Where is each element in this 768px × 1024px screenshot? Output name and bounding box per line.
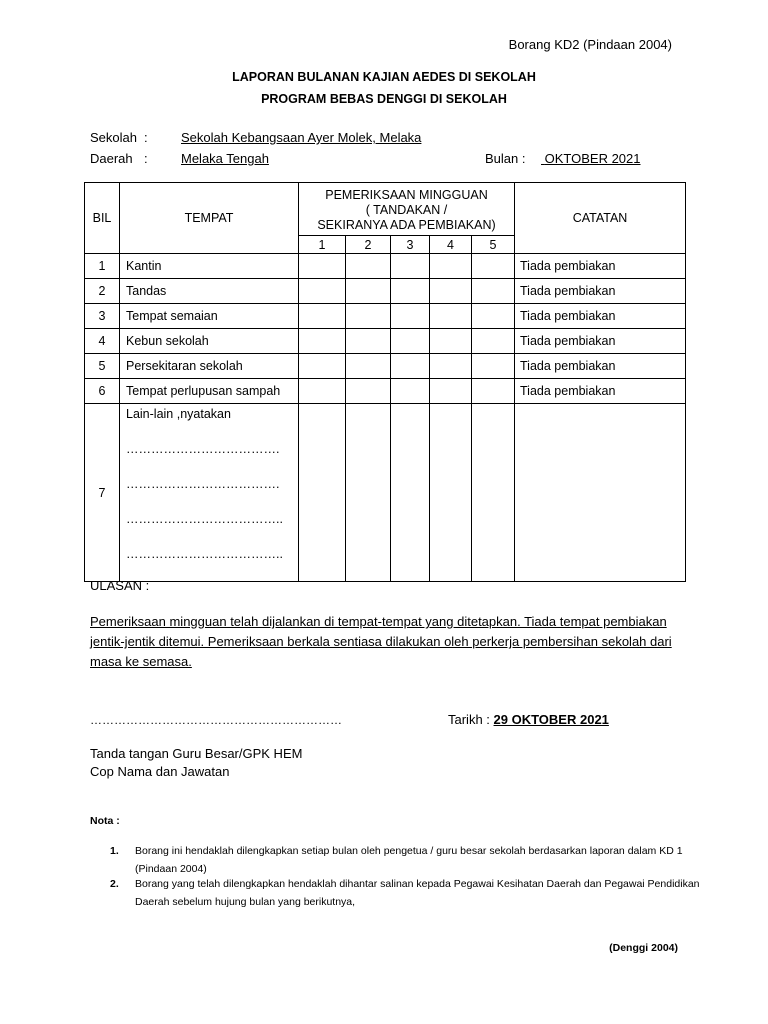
week-cell: [472, 379, 515, 404]
row-bil: 3: [85, 304, 120, 329]
week-5-header: 5: [472, 236, 515, 254]
week-cell: [346, 279, 391, 304]
nota-label: Nota :: [90, 815, 120, 827]
week-2-header: 2: [346, 236, 391, 254]
row-bil: 5: [85, 354, 120, 379]
row-catatan: [515, 404, 686, 582]
table-row: [85, 304, 686, 329]
week-cell: [391, 279, 430, 304]
nota-number: 2.: [110, 878, 119, 890]
report-title: LAPORAN BULANAN KAJIAN AEDES DI SEKOLAH: [232, 70, 536, 84]
week-cell: [346, 354, 391, 379]
week-3-header: 3: [391, 236, 430, 254]
dotted-line: ……………………………….: [126, 442, 280, 456]
bulan-value: [541, 151, 641, 166]
week-1-header: 1: [299, 236, 346, 254]
header-mingguan-line2: ( TANDAKAN /: [365, 202, 448, 217]
row-lain-lain: [120, 404, 299, 582]
dotted-line: ………………………………..: [126, 512, 283, 526]
footer-code: (Denggi 2004): [609, 942, 678, 954]
sekolah-colon: :: [144, 130, 148, 145]
row-tempat: Kantin: [120, 254, 299, 279]
row-catatan: Tiada pembiakan: [515, 279, 686, 304]
row-bil: 7: [85, 404, 120, 582]
program-title: PROGRAM BEBAS DENGGI DI SEKOLAH: [261, 92, 507, 106]
week-cell: [430, 304, 472, 329]
inspection-table: [84, 182, 686, 582]
dotted-line: ………………………………..: [126, 547, 283, 561]
week-cell: [299, 329, 346, 354]
row-bil: 4: [85, 329, 120, 354]
bulan-label: Bulan :: [485, 151, 526, 166]
nota-text: Borang yang telah dilengkapkan hendaklah dihantar salinan kepada Pegawai Kesihatan Daerah dan Pegawai Pendidikan Daerah sebelum hujung bulan yang berikutnya,: [135, 878, 700, 908]
header-catatan: CATATAN: [515, 183, 686, 254]
row-tempat: Tandas: [120, 279, 299, 304]
week-cell: [391, 379, 430, 404]
row-bil: 6: [85, 379, 120, 404]
row-catatan: Tiada pembiakan: [515, 354, 686, 379]
week-cell: [299, 404, 346, 582]
week-cell: [299, 354, 346, 379]
nota-number: 1.: [110, 845, 119, 857]
row-bil: 2: [85, 279, 120, 304]
week-cell: [472, 304, 515, 329]
week-cell: [430, 254, 472, 279]
week-cell: [299, 279, 346, 304]
week-cell: [430, 329, 472, 354]
week-cell: [472, 329, 515, 354]
week-cell: [430, 379, 472, 404]
dotted-line: ……………………………….: [126, 477, 280, 491]
ulasan-text: Pemeriksaan mingguan telah dijalankan di tempat-tempat yang ditetapkan. Tiada tempat pembiakan jentik-jentik ditemui. Pemeriksaan berkala sentiasa dilakukan oleh perkerja pembersihan sekolah dari masa ke semasa.: [90, 614, 672, 669]
week-cell: [430, 354, 472, 379]
week-cell: [391, 404, 430, 582]
nota-item: [110, 842, 700, 878]
week-cell: [299, 254, 346, 279]
header-mingguan-line3: SEKIRANYA ADA PEMBIAKAN): [317, 217, 496, 232]
table-row: [85, 404, 686, 582]
sekolah-label: Sekolah: [90, 130, 137, 145]
ulasan-label: ULASAN :: [90, 578, 150, 593]
table-row: [85, 354, 686, 379]
row-tempat: Tempat perlupusan sampah: [120, 379, 299, 404]
header-mingguan: [299, 183, 515, 236]
nota-text: Borang ini hendaklah dilengkapkan setiap bulan oleh pengetua / guru besar sekolah berdasarkan laporan dalam KD 1 (Pindaan 2004): [135, 845, 683, 875]
week-cell: [346, 404, 391, 582]
week-cell: [472, 279, 515, 304]
header-mingguan-line1: PEMERIKSAAN MINGGUAN: [325, 187, 488, 202]
week-cell: [472, 354, 515, 379]
week-cell: [472, 404, 515, 582]
week-cell: [430, 279, 472, 304]
week-cell: [299, 379, 346, 404]
table-row: [85, 279, 686, 304]
row-bil: 1: [85, 254, 120, 279]
header-bil: BIL: [85, 183, 120, 254]
signature-stamp: Cop Nama dan Jawatan: [90, 764, 230, 779]
week-cell: [346, 254, 391, 279]
tarikh-value: 29 OKTOBER 2021: [493, 712, 609, 727]
signature-title: Tanda tangan Guru Besar/GPK HEM: [90, 746, 303, 761]
lain-lain-label: Lain-lain ,nyatakan: [126, 407, 231, 421]
row-tempat: Tempat semaian: [120, 304, 299, 329]
week-cell: [391, 354, 430, 379]
nota-item: [110, 875, 700, 911]
daerah-value: Melaka Tengah: [181, 151, 269, 166]
daerah-colon: :: [144, 151, 148, 166]
row-catatan: Tiada pembiakan: [515, 254, 686, 279]
row-catatan: Tiada pembiakan: [515, 329, 686, 354]
table-row: [85, 254, 686, 279]
row-catatan: Tiada pembiakan: [515, 304, 686, 329]
week-cell: [430, 404, 472, 582]
table-row: [85, 379, 686, 404]
week-cell: [472, 254, 515, 279]
sekolah-value: Sekolah Kebangsaan Ayer Molek, Melaka: [181, 130, 422, 145]
tarikh-label: Tarikh :: [448, 712, 490, 727]
header-tempat: TEMPAT: [120, 183, 299, 254]
row-tempat: Kebun sekolah: [120, 329, 299, 354]
daerah-label: Daerah: [90, 151, 133, 166]
week-cell: [391, 254, 430, 279]
week-cell: [346, 379, 391, 404]
week-cell: [299, 304, 346, 329]
week-4-header: 4: [430, 236, 472, 254]
row-tempat: Persekitaran sekolah: [120, 354, 299, 379]
row-catatan: Tiada pembiakan: [515, 379, 686, 404]
signature-line: ………………………………………………………: [90, 713, 342, 727]
form-code: Borang KD2 (Pindaan 2004): [508, 37, 672, 52]
table-row: [85, 329, 686, 354]
tarikh: [448, 712, 609, 727]
week-cell: [346, 304, 391, 329]
week-cell: [391, 304, 430, 329]
week-cell: [346, 329, 391, 354]
bulan-value-text: OKTOBER 2021: [544, 151, 641, 166]
week-cell: [391, 329, 430, 354]
